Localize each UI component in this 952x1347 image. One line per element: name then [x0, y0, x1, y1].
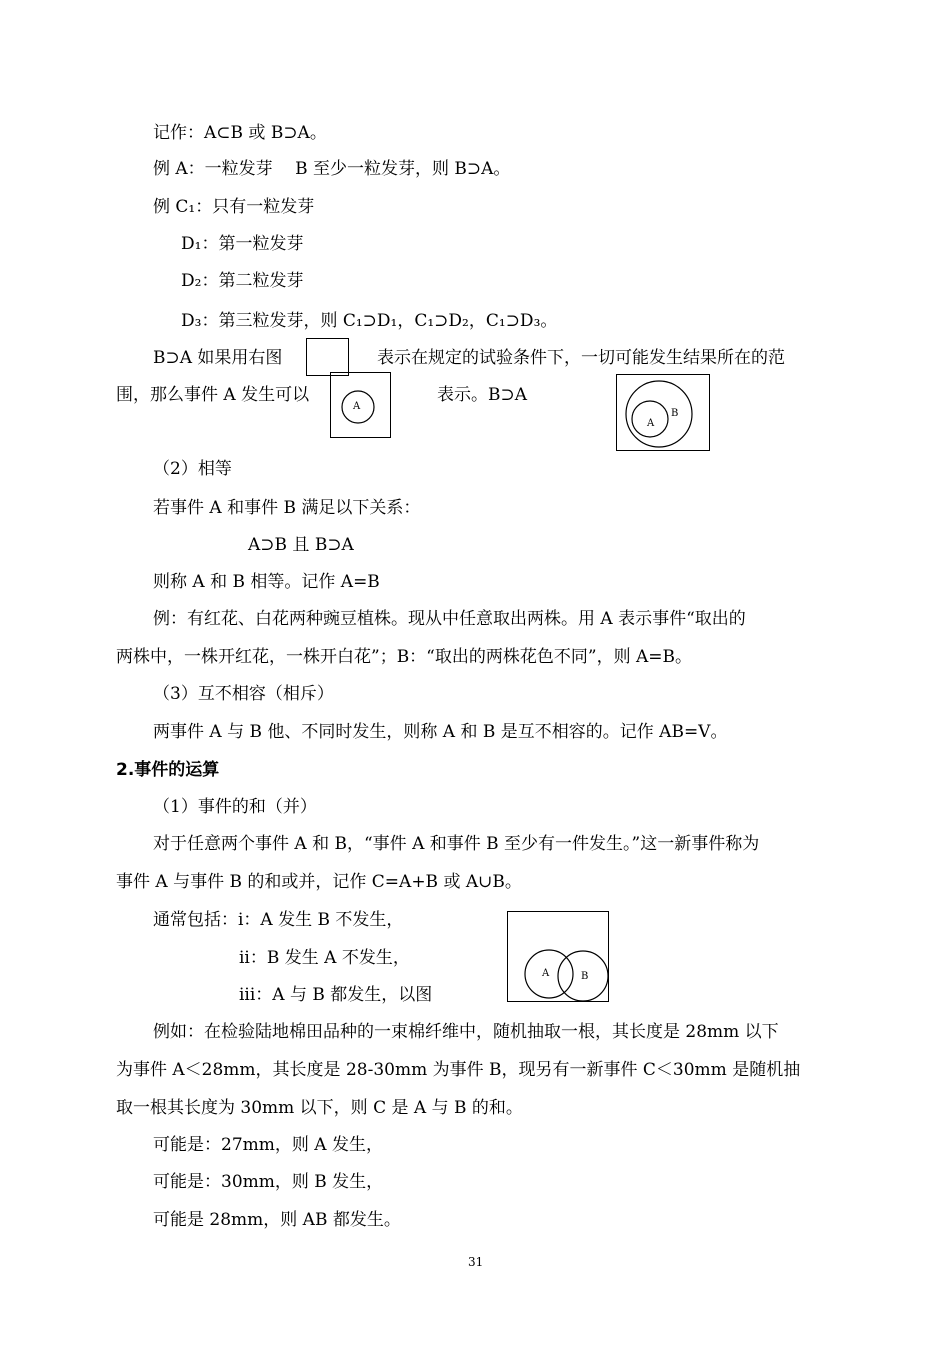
fig-label-a: A — [542, 968, 550, 979]
text-line: （2）相等 — [153, 459, 232, 479]
text-line: 例 C₁：只有一粒发芽 — [153, 197, 315, 217]
b-contains-a-circles — [617, 375, 711, 452]
text-line: 可能是：30mm，则 B 发生， — [153, 1172, 384, 1192]
text-line: 为事件 A＜28mm，其长度是 28-30mm 为事件 B，现另有一新事件 C＜30mm 是随机抽 — [116, 1060, 801, 1080]
fig-label-b: B — [581, 971, 589, 982]
text-line: 表示。B⊃A — [437, 385, 528, 405]
event-a-circle — [331, 373, 392, 439]
text-line: 两事件 A 与 B 他、不同时发生，则称 A 和 B 是互不相容的。记作 AB=V。 — [153, 722, 728, 742]
text-line: 通常包括：i：A 发生 B 不发生， — [153, 910, 404, 930]
text-line: B⊃A 如果用右图 — [153, 348, 283, 368]
text-line: D₂：第二粒发芽 — [181, 271, 304, 291]
text-line: 则称 A 和 B 相等。记作 A=B — [153, 572, 380, 592]
text-line: 例 A：一粒发芽 B 至少一粒发芽，则 B⊃A。 — [153, 159, 511, 179]
text-line: 两株中，一株开红花，一株开白花”；B：“取出的两株花色不同”，则 A=B。 — [116, 647, 692, 667]
text-line: D₃：第三粒发芽，则 C₁⊃D₁，C₁⊃D₂，C₁⊃D₃。 — [181, 311, 558, 331]
text-line: 对于任意两个事件 A 和 B，“事件 A 和事件 B 至少有一件发生。”这一新事件称为 — [153, 834, 760, 854]
sample-space-square — [306, 338, 349, 376]
text-line: 记作：A⊂B 或 B⊃A。 — [153, 123, 327, 143]
text-line: 可能是 28mm，则 AB 都发生。 — [153, 1210, 401, 1230]
text-line: 事件 A 与事件 B 的和或并，记作 C=A+B 或 A∪B。 — [116, 872, 522, 892]
fig-label-a: A — [647, 418, 655, 429]
page-number: 31 — [468, 1255, 484, 1269]
text-line: D₁：第一粒发芽 — [181, 234, 304, 254]
text-line: （3）互不相容（相斥） — [153, 684, 334, 704]
text-line: 若事件 A 和事件 B 满足以下关系： — [153, 498, 421, 518]
b-contains-a-diagram — [616, 374, 710, 451]
text-line: iii：A 与 B 都发生，以图 — [239, 985, 433, 1005]
text-line: 可能是：27mm，则 A 发生， — [153, 1135, 383, 1155]
text-line: ii：B 发生 A 不发生， — [239, 948, 410, 968]
text-line: 例如：在检验陆地棉田品种的一束棉纤维中，随机抽取一根，其长度是 28mm 以下 — [153, 1022, 779, 1042]
event-a-diagram — [330, 372, 391, 438]
union-circles — [508, 912, 610, 1003]
text-line: 围，那么事件 A 发生可以 — [116, 385, 310, 405]
text-line: 表示在规定的试验条件下，一切可能发生结果所在的范 — [377, 348, 785, 368]
section-heading: 2.事件的运算 — [116, 760, 220, 780]
union-diagram — [507, 911, 609, 1002]
text-line: （1）事件的和（并） — [153, 797, 317, 817]
text-line: 取一根其长度为 30mm 以下，则 C 是 A 与 B 的和。 — [116, 1098, 523, 1118]
text-line: 例：有红花、白花两种豌豆植株。现从中任意取出两株。用 A 表示事件“取出的 — [153, 609, 746, 629]
text-line: A⊃B 且 B⊃A — [248, 535, 354, 555]
fig-label-b: B — [671, 408, 679, 419]
fig-label-a: A — [353, 401, 361, 412]
